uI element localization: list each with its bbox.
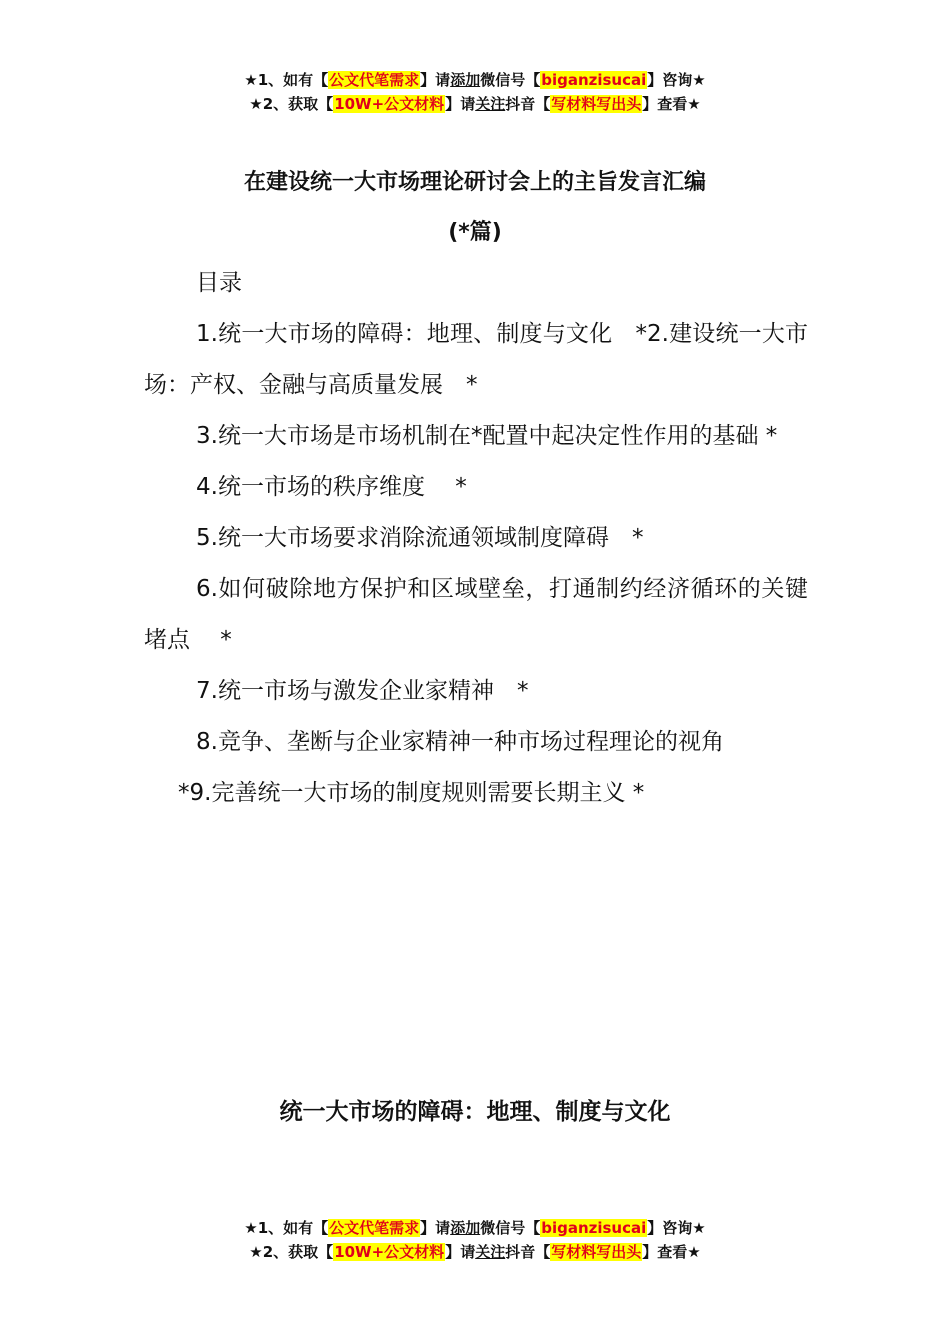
- document-subtitle: (*篇): [448, 220, 502, 245]
- promo-text: 】请: [445, 1243, 476, 1261]
- toc-heading: 目录: [196, 270, 242, 296]
- promo-text: 】请: [420, 1219, 451, 1237]
- promo-underlined: 添加: [450, 1219, 481, 1237]
- promo-text: 】查看★: [642, 95, 701, 113]
- promo-highlight: 10W+公文材料: [334, 95, 445, 113]
- toc-item-9[interactable]: *9.完善统一大市场的制度规则需要长期主义 *: [178, 780, 645, 806]
- promo-text: 】查看★: [642, 1243, 701, 1261]
- promo-text: 抖音【: [505, 95, 551, 113]
- promo-wechat-id: biganzisucai: [541, 71, 647, 89]
- bottom-promo-banner: [0, 1216, 950, 1264]
- promo-text: 】咨询★: [647, 71, 706, 89]
- promo-line-1: [0, 68, 950, 92]
- toc-item-5[interactable]: 5.统一大市场要求消除流通领域制度障碍 *: [196, 525, 644, 551]
- promo-wechat-id: biganzisucai: [541, 1219, 647, 1237]
- promo-line-2: [0, 92, 950, 116]
- top-promo-banner: [0, 68, 950, 116]
- toc-item-4[interactable]: 4.统一市场的秩序维度 *: [196, 474, 467, 500]
- promo-underlined: 关注: [475, 1243, 506, 1261]
- promo-highlight: 公文代笔需求: [329, 1219, 420, 1237]
- promo-underlined: 关注: [475, 95, 506, 113]
- promo-text: 】请: [445, 95, 476, 113]
- promo-line-2: [0, 1240, 950, 1264]
- promo-douyin-id: 写材料写出头: [551, 95, 642, 113]
- promo-underlined: 添加: [450, 71, 481, 89]
- toc-item-6[interactable]: 6.如何破除地方保护和区域壁垒，打通制约经济循环的关键堵点 *: [144, 576, 808, 653]
- toc-item-8[interactable]: 8.竞争、垄断与企业家精神一种市场过程理论的视角: [196, 729, 724, 755]
- promo-text: 】请: [420, 71, 451, 89]
- promo-text: 微信号【: [480, 71, 541, 89]
- table-of-contents: [144, 258, 808, 819]
- toc-item-1[interactable]: 1.统一大市场的障碍：地理、制度与文化 *2.建设统一大市场：产权、金融与高质量发展 *: [144, 321, 808, 398]
- promo-douyin-id: 写材料写出头: [551, 1243, 642, 1261]
- toc-item-3[interactable]: 3.统一大市场是市场机制在*配置中起决定性作用的基础 *: [196, 423, 778, 449]
- promo-highlight: 10W+公文材料: [334, 1243, 445, 1261]
- promo-text: 抖音【: [505, 1243, 551, 1261]
- promo-text: ★1、如有【: [244, 71, 329, 89]
- promo-text: ★2、获取【: [249, 1243, 334, 1261]
- section-title: 统一大市场的障碍：地理、制度与文化: [279, 1099, 671, 1125]
- promo-highlight: 公文代笔需求: [329, 71, 420, 89]
- document-title: 在建设统一大市场理论研讨会上的主旨发言汇编: [243, 170, 706, 195]
- promo-line-1: [0, 1216, 950, 1240]
- promo-text: ★2、获取【: [249, 95, 334, 113]
- promo-text: 】咨询★: [647, 1219, 706, 1237]
- promo-text: 微信号【: [480, 1219, 541, 1237]
- toc-item-7[interactable]: 7.统一市场与激发企业家精神 *: [196, 678, 529, 704]
- promo-text: ★1、如有【: [244, 1219, 329, 1237]
